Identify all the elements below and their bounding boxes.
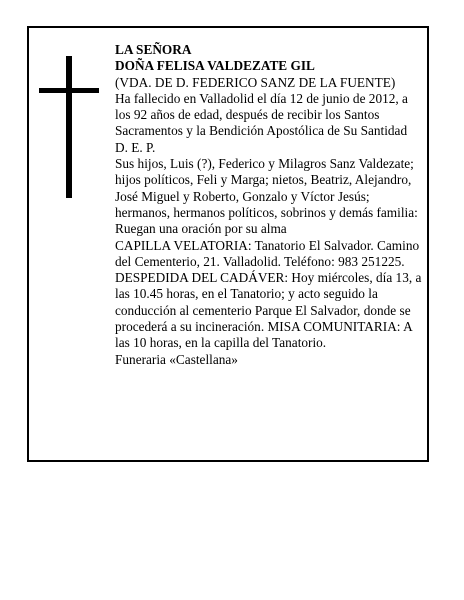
obituary-text [115, 42, 423, 368]
cross-horizontal-bar [39, 88, 99, 93]
family-list: Sus hijos, Luis (?), Federico y Milagros Sanz Valdezate; hijos políticos, Feli y Marga; nietos, Beatriz, Alejandro, José Miguel y Roberto, Gonzalo y Víctor Jesús; hermanos, hermanos políticos, sobrinos y demás familia: [115, 156, 418, 220]
death-announcement: Ha fallecido en Valladolid el día 12 de junio de 2012, a los 92 años de edad, después de recibir los Santos Sacramentos y la Bendición Apostólica de Su Santidad [115, 90, 408, 139]
funeral-home: Funeraria «Castellana» [115, 351, 238, 367]
chapel-info: CAPILLA VELATORIA: Tanatorio El Salvador. Camino del Cementerio, 21. Valladolid. Teléfono: 983 251225. [115, 237, 420, 269]
prayer-request: Ruegan una oración por su alma [115, 221, 287, 237]
deceased-name: DOÑA FELISA VALDEZATE GIL [115, 58, 315, 74]
widow-of-line: (VDA. DE D. FEDERICO SANZ DE LA FUENTE) [115, 74, 396, 90]
cross-vertical-bar [66, 56, 72, 198]
farewell-info: DESPEDIDA DEL CADÁVER: Hoy miércoles, día 13, a las 10.45 horas, en el Tanatorio; y acto seguido la conducción al cementerio Parque El Salvador, donde se procederá a su incineración. MISA COMUNITARIA: A las 10 horas, en la capilla del Tanatorio. [115, 270, 422, 351]
obituary-notice [27, 26, 429, 462]
notice-title: LA SEÑORA [115, 42, 192, 57]
rip-line: D. E. P. [115, 139, 156, 155]
